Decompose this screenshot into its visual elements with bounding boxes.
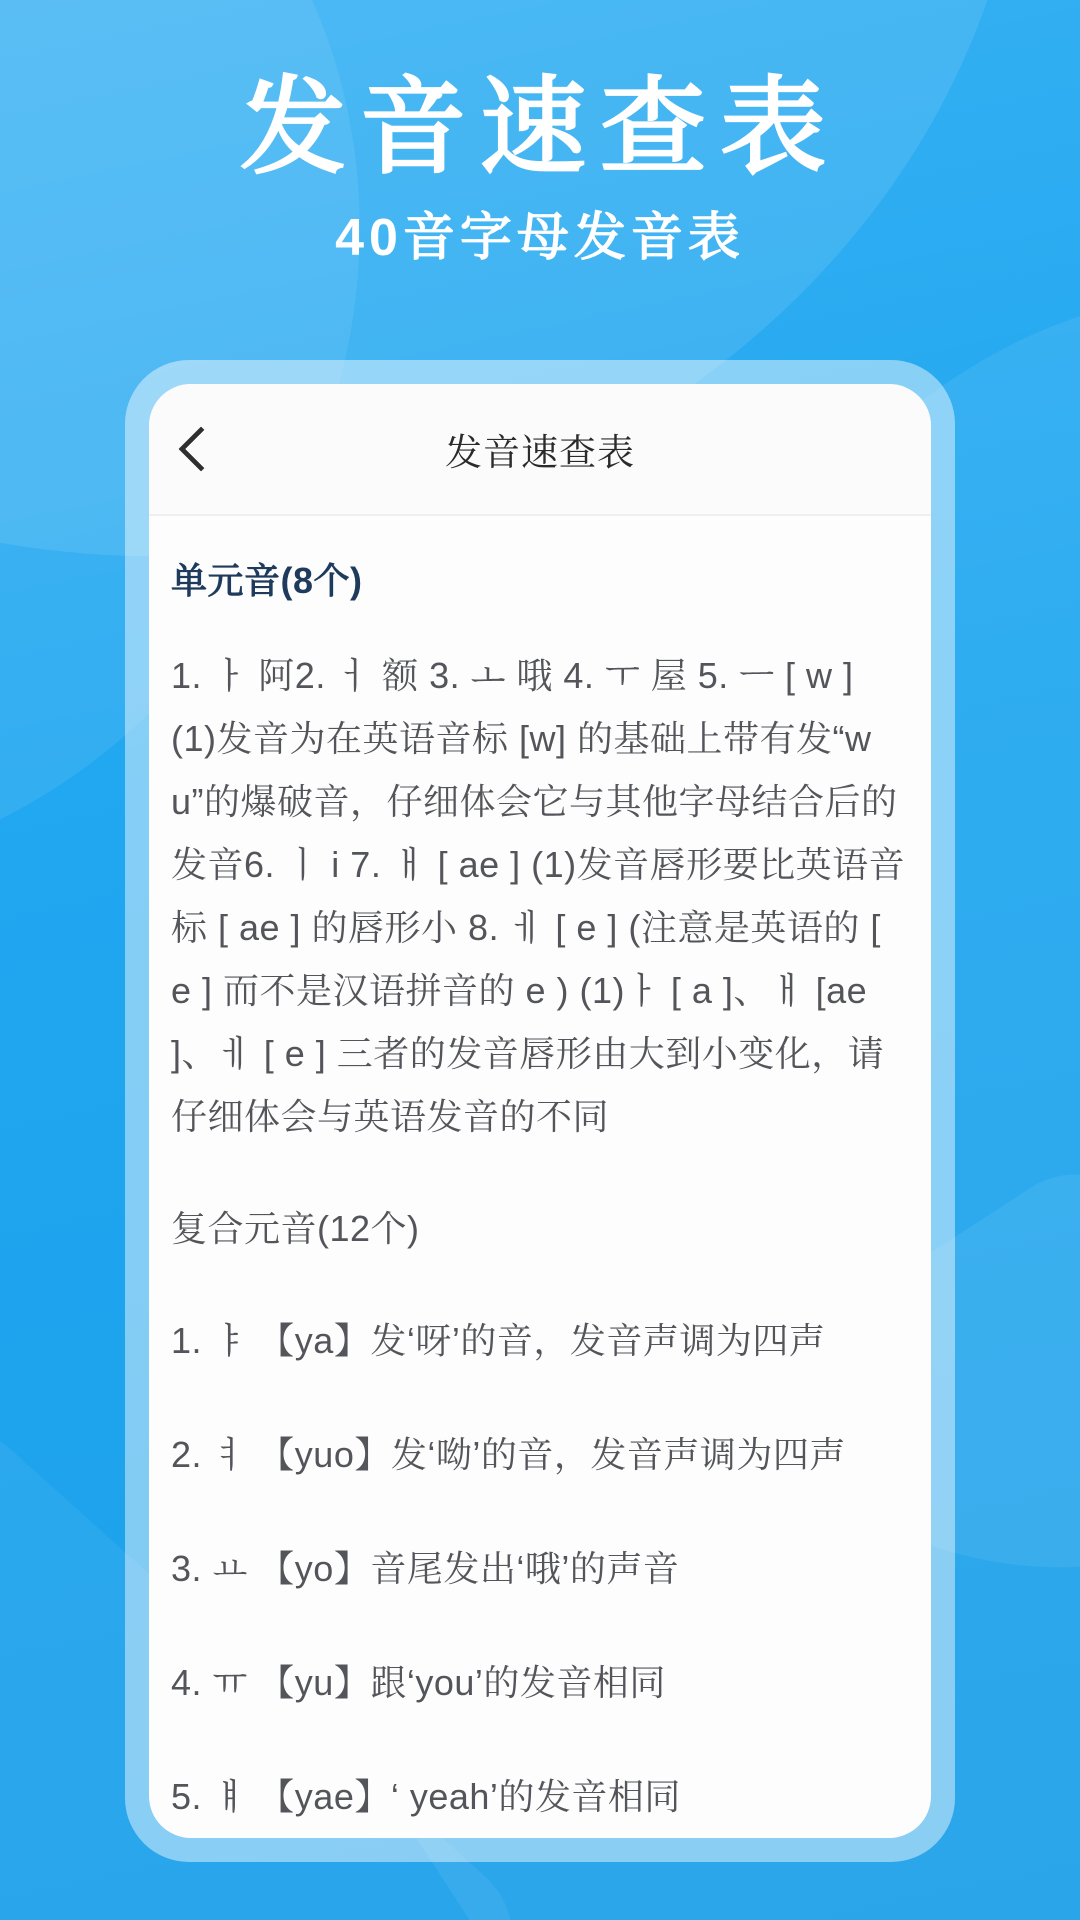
back-button[interactable] <box>163 384 239 514</box>
content-card <box>125 360 955 1862</box>
list-item: 4. ㅠ 【yu】跟‘you’的发音相同 <box>171 1662 666 1703</box>
list-item: 2. ㅕ 【yuo】发‘呦’的音，发音声调为四声 <box>171 1434 846 1475</box>
section-heading-single-vowels: 单元音(8个) <box>171 560 363 601</box>
card-title: 发音速查表 <box>445 432 635 473</box>
list-item: 3. ㅛ 【yo】音尾发出‘哦’的声音 <box>171 1548 680 1589</box>
page-title: 发音速查表 <box>240 69 840 187</box>
card-scroll-area[interactable] <box>149 516 931 1838</box>
single-vowels-paragraph: 1. ㅏ 阿2. ㅓ 额 3. ㅗ 哦 4. ㅜ 屋 5. ㅡ [ w ] (1)发音为在英语音标 [w] 的基础上带有发“wu”的爆破音，仔细体会它与其他字母结合后的发音6. ㅣ i 7. ㅐ [ ae ] (1)发音唇形要比英语音标 [ ae ] 的唇形小 8. ㅔ [ e ] (注意是英语的 [ e ] 而不是汉语拼音的 e ) (1)ㅏ [ a ]、ㅐ [ae ]、ㅔ [ e ] 三者的发音唇形由大到小变化，请仔细体会与英语发音的不同 <box>171 655 906 1137</box>
card-header <box>149 384 931 516</box>
section-heading-compound-vowels: 复合元音(12个) <box>171 1208 420 1249</box>
chevron-left-icon <box>178 426 223 471</box>
content-card-inner <box>149 384 931 1838</box>
page-subtitle: 40音字母发音表 <box>335 209 745 267</box>
list-item: 1. ㅑ 【ya】发‘呀’的音，发音声调为四声 <box>171 1320 826 1361</box>
list-item: 5. ㅒ 【yae】‘ yeah’的发音相同 <box>171 1776 681 1817</box>
